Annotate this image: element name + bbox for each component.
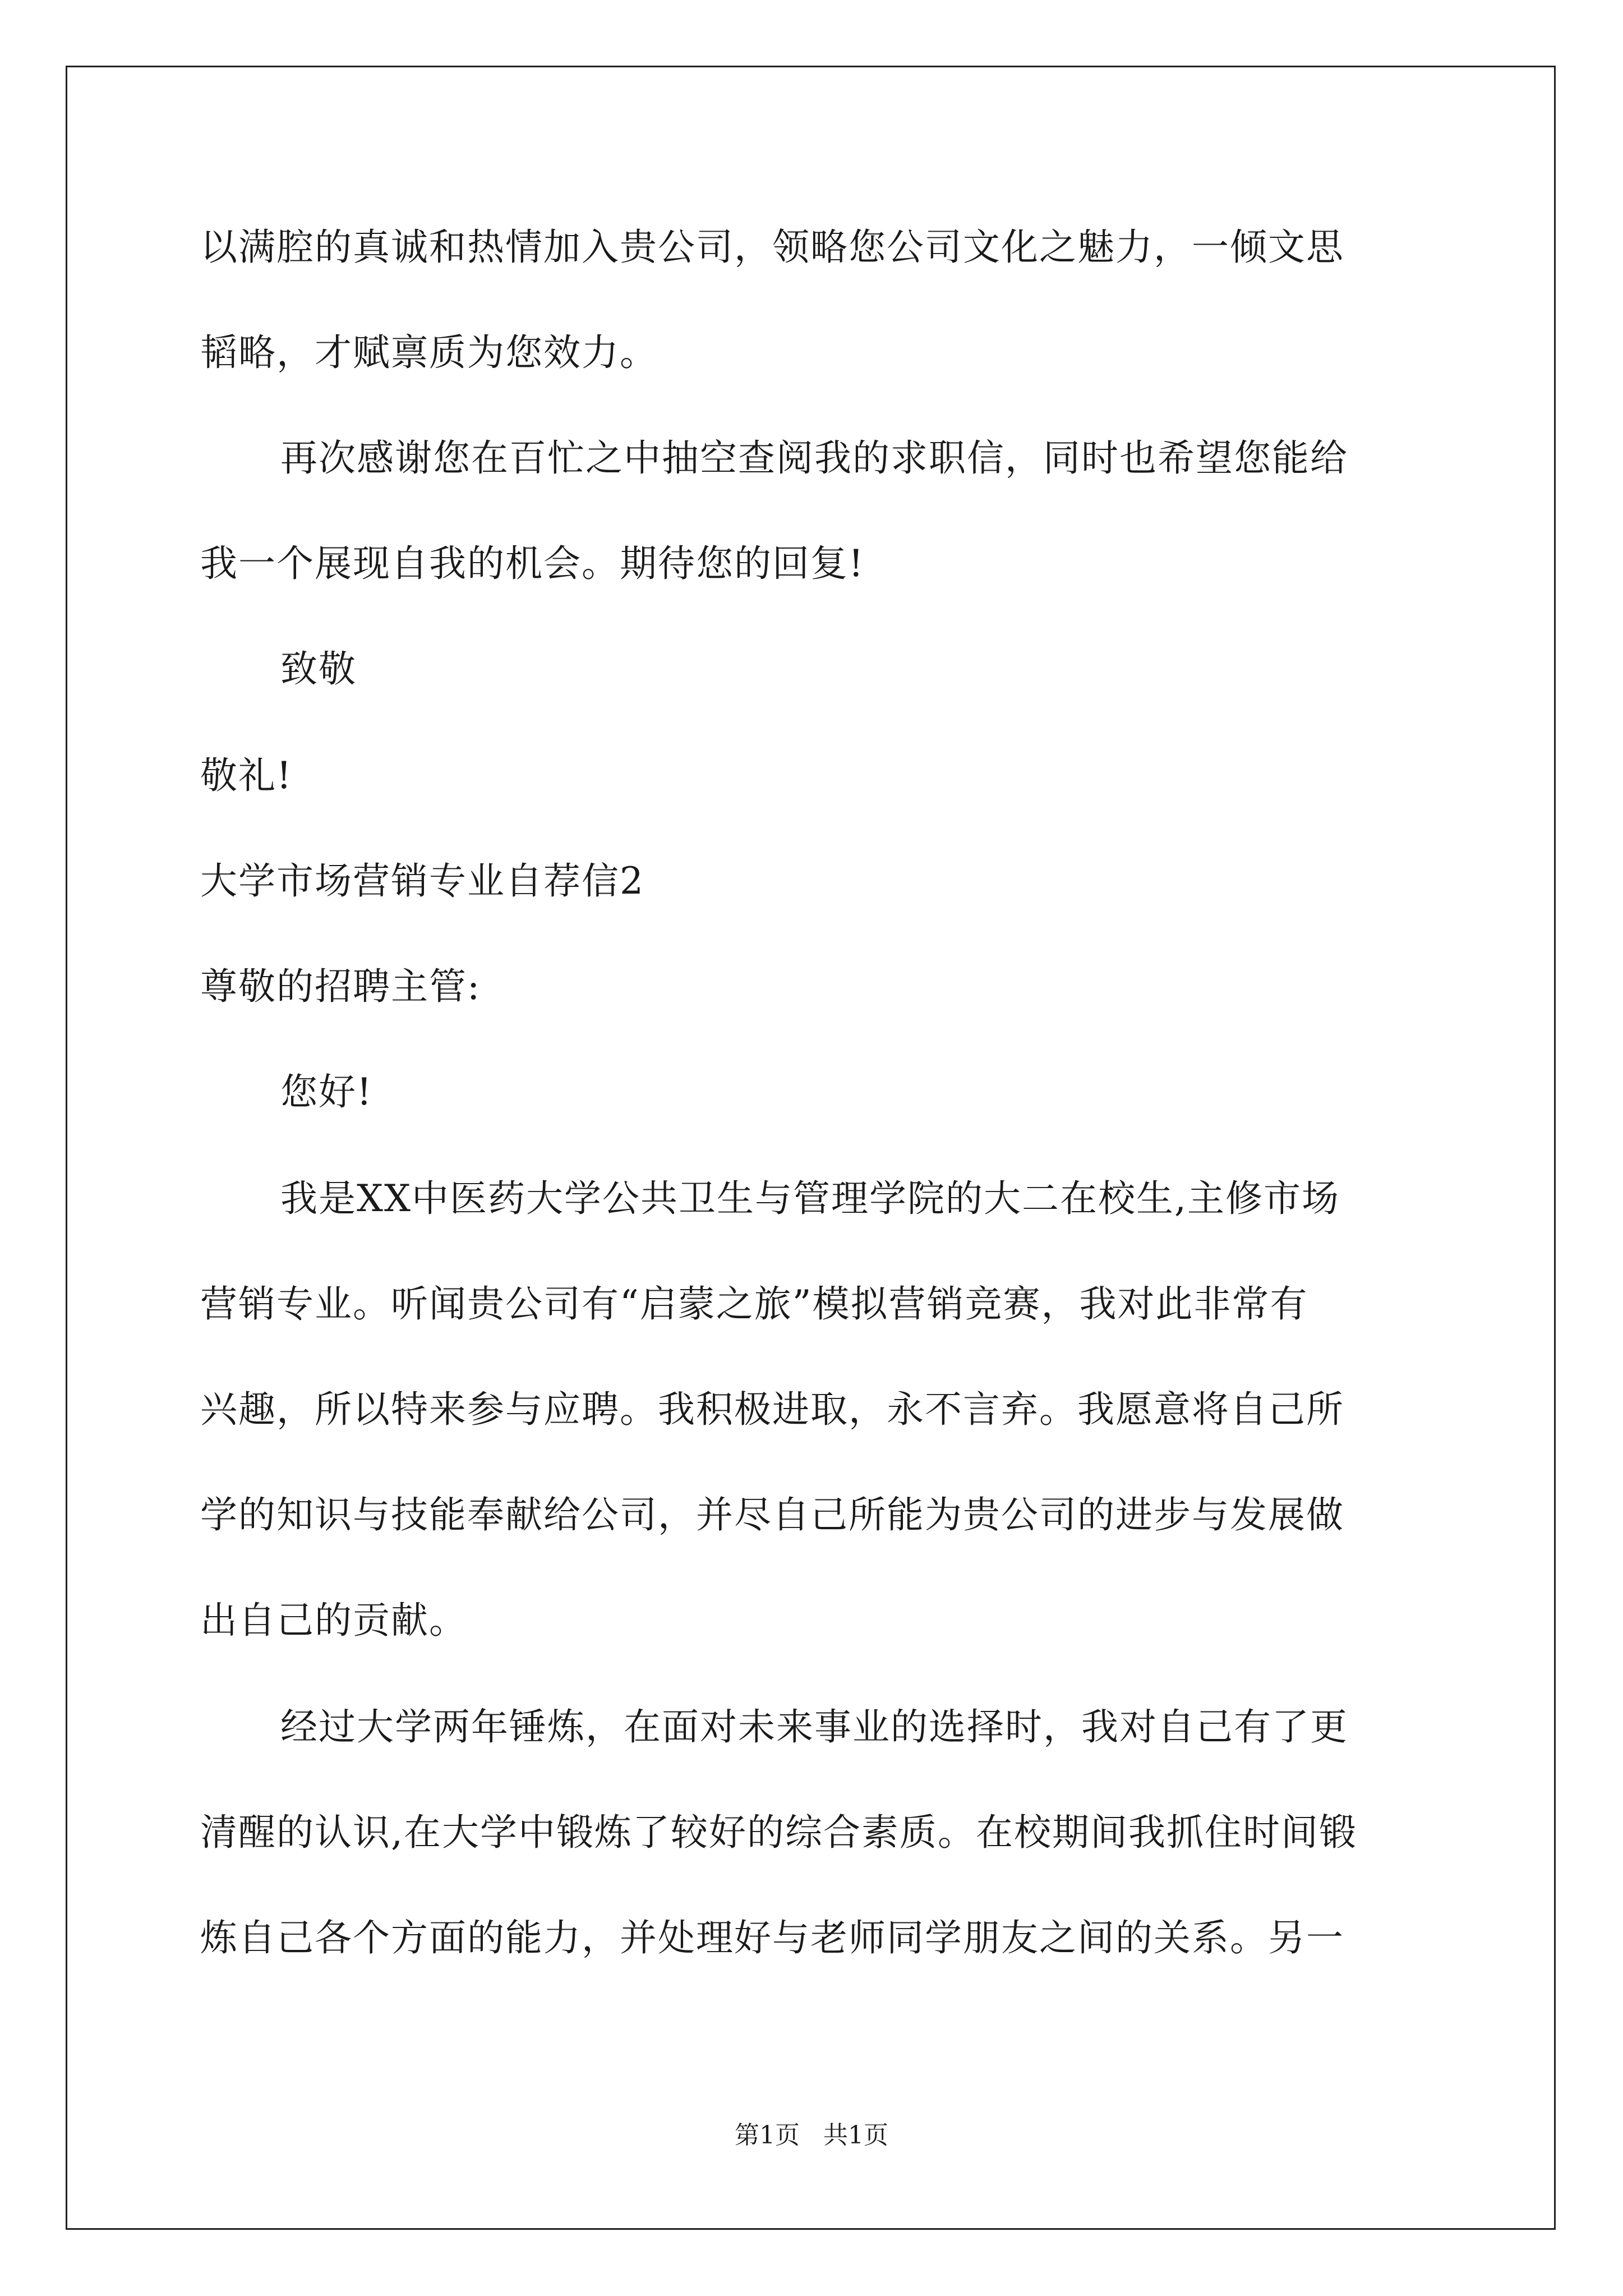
text-line: 再次感谢您在百忙之中抽空查阅我的求职信，同时也希望您能给 [280,436,1348,480]
page-border [66,66,1556,2230]
closing-line: 敬礼! [200,754,293,797]
section-title: 大学市场营销专业自荐信2 [200,859,644,903]
text-line: 我一个展现自我的机会。期待您的回复! [200,542,865,585]
text-line: 以满腔的真诚和热情加入贵公司，领略您公司文化之魅力，一倾文思 [200,226,1344,269]
text-line: 兴趣，所以特来参与应聘。我积极进取，永不言弃。我愿意将自己所 [200,1388,1344,1431]
text-line: 营销专业。听闻贵公司有“启蒙之旅”模拟营销竞赛，我对此非常有 [200,1282,1308,1326]
text-line: 清醒的认识,在大学中锻炼了较好的综合素质。在校期间我抓住时间锻 [200,1811,1357,1854]
page-number-footer: 第1页 共1页 [735,2121,888,2150]
text-line: 我是XX中医药大学公共卫生与管理学院的大二在校生,主修市场 [280,1177,1340,1220]
greeting-recipient: 尊敬的招聘主管: [200,965,481,1008]
text-line: 经过大学两年锤炼，在面对未来事业的选择时，我对自己有了更 [280,1705,1348,1749]
text-line: 出自己的贡献。 [200,1599,467,1642]
text-line: 学的知识与技能奉献给公司，并尽自己所能为贵公司的进步与发展做 [200,1493,1344,1536]
greeting: 您好! [280,1070,373,1114]
text-line: 韬略，才赋禀质为您效力。 [200,331,658,374]
text-line: 炼自己各个方面的能力，并处理好与老师同学朋友之间的关系。另一 [200,1916,1344,1959]
salutation-line: 致敬 [280,647,357,691]
